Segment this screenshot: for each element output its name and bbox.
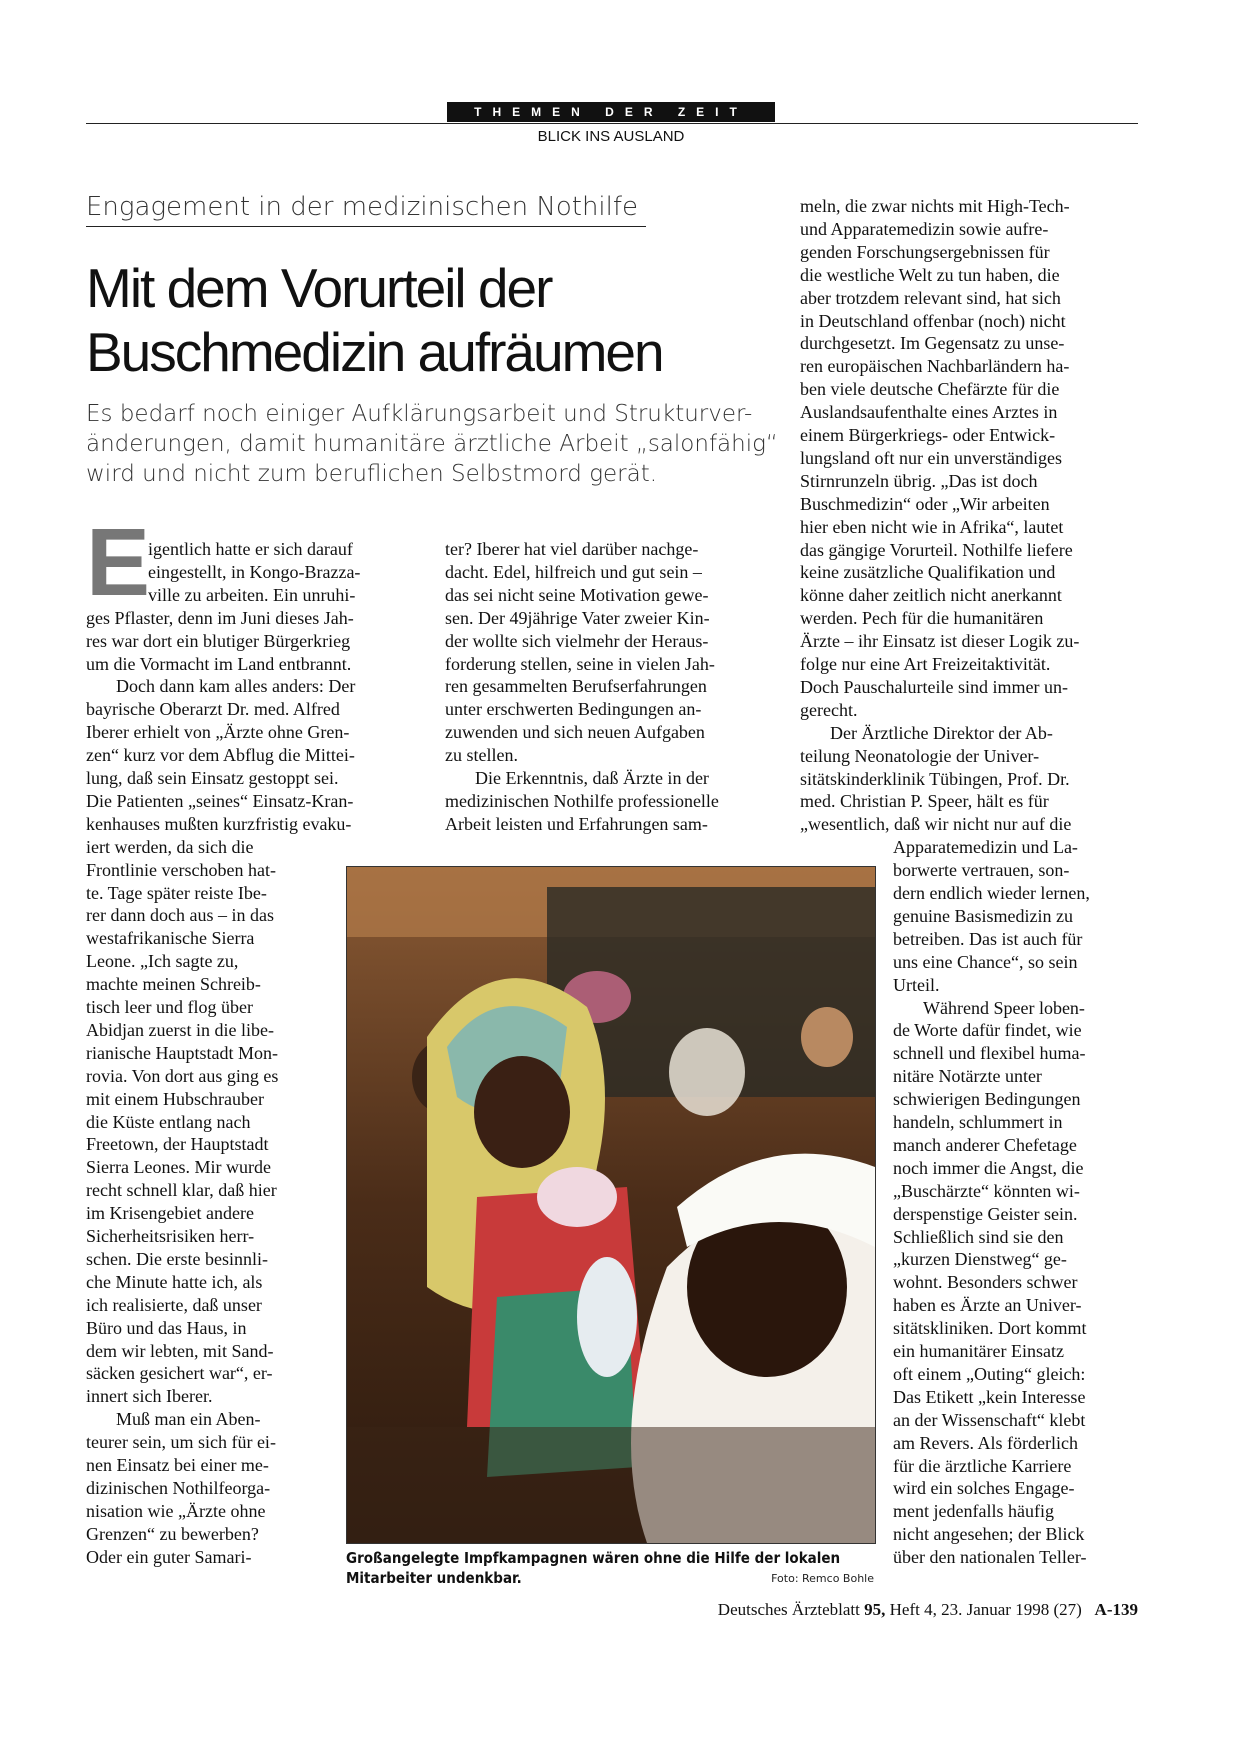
text-line: haben es Ärzte an Univer- — [893, 1295, 1082, 1316]
article-kicker: Engagement in der medizinischen Nothilfe — [86, 190, 646, 227]
text-line: säcken gesichert war“, er- — [86, 1363, 273, 1384]
text-line: ges Pflaster, denn im Juni dieses Jah- — [86, 607, 354, 628]
text-line: über den nationalen Teller- — [893, 1547, 1087, 1568]
drop-cap: E — [86, 509, 151, 616]
article-headline — [86, 256, 786, 384]
text-line: Sicherheitsrisiken herr- — [86, 1226, 255, 1246]
text-line: noch immer die Angst, die — [893, 1157, 1084, 1178]
text-line: Muß man ein Aben- — [116, 1409, 261, 1430]
text-line: Urteil. — [893, 974, 940, 995]
text-line: Ärzte – ihr Einsatz ist dieser Logik zu- — [800, 631, 1080, 652]
text-line: sen. Der 49jährige Vater zweier Kin- — [445, 607, 710, 628]
text-line: te. Tage später reiste Ibe- — [86, 882, 267, 903]
text-line: rovia. Von dort aus ging es — [86, 1065, 279, 1086]
text-line: Die Erkenntnis, daß Ärzte in der — [475, 768, 709, 788]
text-line: Die Patienten „seines“ Einsatz-Kran- — [86, 790, 354, 811]
section-label: THEMEN DER ZEIT — [447, 102, 775, 122]
text-line: iert werden, da sich die — [86, 836, 254, 857]
text-line: ment jedenfalls häufig — [893, 1501, 1054, 1522]
text-line: Während Speer loben- — [923, 997, 1085, 1018]
text-line: ein humanitärer Einsatz — [893, 1341, 1064, 1361]
photo-credit: Foto: Remco Bohle — [771, 1572, 874, 1585]
text-line: folge nur eine Art Freizeitaktivität. — [800, 654, 1051, 674]
text-line: wird ein solches Engage- — [893, 1478, 1075, 1499]
text-line: um die Vormacht im Land entbrannt. — [86, 653, 352, 674]
text-line: schwierigen Bedingungen — [893, 1089, 1081, 1110]
text-line: sitätskliniken. Dort kommt — [893, 1318, 1087, 1339]
text-line: teurer sein, um sich für ei- — [86, 1432, 276, 1453]
text-line: teilung Neonatologie der Univer- — [800, 745, 1040, 766]
text-line: Das Etikett „kein Interesse — [893, 1386, 1086, 1407]
subsection-label: BLICK INS AUSLAND — [537, 128, 685, 145]
text-line: innert sich Iberer. — [86, 1386, 213, 1407]
text-line: und Apparatemedizin sowie aufre- — [800, 218, 1049, 239]
text-line: Auslandsaufenthalte eines Arztes in — [800, 402, 1058, 423]
text-line: lung, daß sein Einsatz gestoppt sei. — [86, 768, 339, 788]
text-line: che Minute hatte ich, als — [86, 1271, 263, 1292]
text-line: medizinischen Nothilfe professionelle — [445, 790, 719, 811]
text-line: genuine Basismedizin zu — [893, 905, 1073, 926]
text-line: durchgesetzt. Im Gegensatz zu unse- — [800, 333, 1065, 354]
text-line: betreiben. Das ist auch für — [893, 928, 1083, 949]
text-line: unter erschwerten Bedingungen an- — [445, 699, 702, 720]
text-line: ville zu arbeiten. Ein unruhi- — [148, 584, 356, 605]
text-line: das sei nicht seine Motivation gewe- — [445, 584, 709, 605]
text-line: die Küste entlang nach — [86, 1111, 251, 1132]
text-line: nen Einsatz bei einer me- — [86, 1455, 269, 1475]
text-line: lungsland oft nur ein unverständiges — [800, 447, 1062, 468]
text-line: med. Christian P. Speer, hält es für — [800, 791, 1049, 812]
text-line: keine zusätzliche Qualifikation und — [800, 562, 1056, 583]
text-line: „Buschärzte“ könnten wi- — [893, 1180, 1080, 1201]
text-line: ich realisierte, daß unser — [86, 1294, 262, 1315]
article-deck — [86, 399, 806, 489]
text-line: Schließlich sind sie den — [893, 1226, 1064, 1247]
text-line: schen. Die erste besinnli- — [86, 1248, 268, 1269]
text-line: hier eben nicht wie in Afrika“, lautet — [800, 516, 1064, 537]
text-line: Buschmedizin“ oder „Wir arbeiten — [800, 493, 1050, 514]
text-line: ren europäischen Nachbarländern ha- — [800, 356, 1070, 377]
text-line: ter? Iberer hat viel darüber nachge- — [445, 539, 699, 559]
text-line: westafrikanische Sierra — [86, 928, 255, 949]
footer-issue: Heft 4, 23. Januar 1998 (27) — [889, 1600, 1082, 1619]
text-line: Stirnrunzeln übrig. „Das ist doch — [800, 470, 1038, 491]
text-line: forderung stellen, seine in vielen Jah- — [445, 653, 715, 674]
text-line: Frontlinie verschoben hat- — [86, 859, 276, 880]
text-line: dacht. Edel, hilfreich und gut sein – — [445, 561, 702, 582]
text-line: „wesentlich, daß wir nicht nur auf die — [800, 814, 1072, 835]
text-line: kenhauses mußten kurzfristig evaku- — [86, 813, 352, 834]
text-line: Leone. „Ich sagte zu, — [86, 951, 239, 972]
text-line: rer dann doch aus – in das — [86, 905, 274, 926]
text-line: zuwenden und sich neuen Aufgaben — [445, 722, 705, 743]
text-line: handeln, schlummert in — [893, 1112, 1063, 1132]
text-line: wohnt. Besonders schwer — [893, 1272, 1078, 1293]
text-line: meln, die zwar nichts mit High-Tech- — [800, 196, 1070, 216]
header-rule — [86, 123, 1138, 124]
text-line: tisch leer und flog über — [86, 997, 253, 1017]
text-line: Apparatemedizin und La- — [893, 837, 1078, 858]
text-line: einem Bürgerkriegs- oder Entwick- — [800, 425, 1056, 445]
text-line: im Krisengebiet andere — [86, 1203, 254, 1224]
text-line: rianische Hauptstadt Mon- — [86, 1042, 278, 1063]
text-line: „kurzen Dienstweg“ ge- — [893, 1249, 1067, 1270]
text-line: mit einem Hubschrauber — [86, 1088, 264, 1109]
text-line: Grenzen“ zu bewerben? — [86, 1523, 259, 1544]
text-line: Arbeit leisten und Erfahrungen sam- — [445, 813, 708, 834]
text-line: genden Forschungsergebnissen für — [800, 241, 1050, 262]
text-line: Der Ärztliche Direktor der Ab- — [830, 722, 1053, 743]
text-line: zen“ kurz vor dem Abflug die Mittei- — [86, 745, 355, 766]
footer-page-number: A-139 — [1094, 1600, 1138, 1619]
article-photo — [346, 866, 876, 1544]
text-line: Abidjan zuerst in die libe- — [86, 1019, 274, 1040]
text-line: nitäre Notärzte unter — [893, 1066, 1042, 1087]
photo-caption: Großangelegte Impfkampagnen wären ohne die Hilfe der lokalen Mitarbeiter undenkbar. — [346, 1549, 841, 1587]
text-line: sitätskinderklinik Tübingen, Prof. Dr. — [800, 768, 1070, 789]
text-line: Freetown, der Hauptstadt — [86, 1134, 269, 1155]
text-line: igentlich hatte er sich darauf — [148, 539, 353, 559]
headline-line: Buschmedizin aufräumen — [86, 321, 663, 383]
text-line: an der Wissenschaft“ klebt — [893, 1409, 1086, 1430]
text-line: borwerte vertrauen, son- — [893, 860, 1070, 881]
text-line: eingestellt, in Kongo-Brazza- — [148, 561, 361, 582]
text-line: gerecht. — [800, 699, 858, 720]
text-line: dem wir lebten, mit Sand- — [86, 1340, 274, 1361]
text-line: schnell und flexibel huma- — [893, 1043, 1086, 1064]
footer-volume: 95, — [864, 1600, 886, 1619]
footer-journal: Deutsches Ärzteblatt — [717, 1600, 860, 1619]
text-line: Doch dann kam alles anders: Der — [116, 676, 356, 697]
page-footer — [600, 1598, 1138, 1622]
text-line: für die ärztliche Karriere — [893, 1455, 1072, 1476]
text-line: zu stellen. — [445, 745, 518, 766]
text-line: das gängige Vorurteil. Nothilfe liefere — [800, 539, 1073, 560]
deck-line: Es bedarf noch einiger Aufklärungsarbeit und Strukturver- — [86, 401, 753, 427]
headline-line: Mit dem Vorurteil der — [86, 257, 552, 319]
text-line: Sierra Leones. Mir wurde — [86, 1157, 271, 1178]
text-line: könne daher zeitlich nicht anerkannt — [800, 585, 1062, 606]
text-line: bayrische Oberarzt Dr. med. Alfred — [86, 699, 340, 720]
text-line: nicht angesehen; der Blick — [893, 1524, 1085, 1545]
text-line: die westliche Welt zu tun haben, die — [800, 264, 1060, 285]
text-line: uns eine Chance“, so sein — [893, 951, 1078, 972]
text-line: am Revers. Als förderlich — [893, 1432, 1078, 1453]
text-line: derspenstige Geister sein. — [893, 1203, 1078, 1224]
text-line: manch anderer Chefetage — [893, 1134, 1077, 1155]
text-line: Doch Pauschalurteile sind immer un- — [800, 676, 1068, 697]
text-line: de Worte dafür findet, wie — [893, 1020, 1082, 1041]
text-line: Oder ein guter Samari- — [86, 1546, 252, 1567]
deck-line: änderungen, damit humanitäre ärztliche Arbeit „salonfähig“ — [86, 431, 778, 457]
text-line: oft einem „Outing“ gleich: — [893, 1363, 1086, 1384]
text-line: nisation wie „Ärzte ohne — [86, 1500, 266, 1521]
text-line: in Deutschland offenbar (noch) nicht — [800, 310, 1066, 331]
text-line: Iberer erhielt von „Ärzte ohne Gren- — [86, 722, 350, 743]
text-line: machte meinen Schreib- — [86, 974, 261, 995]
text-line: res war dort ein blutiger Bürgerkrieg — [86, 630, 351, 651]
text-line: dern endlich wieder lernen, — [893, 883, 1090, 903]
text-line: aber trotzdem relevant sind, hat sich — [800, 287, 1061, 308]
text-line: werden. Pech für die humanitären — [800, 608, 1044, 629]
vaccination-photo-illustration — [347, 867, 875, 1543]
text-line: ren gesammelten Berufserfahrungen — [445, 676, 707, 697]
text-line: Büro und das Haus, in — [86, 1317, 247, 1338]
text-line: dizinischen Nothilfeorga- — [86, 1477, 271, 1498]
text-line: ben viele deutsche Chefärzte für die — [800, 379, 1060, 400]
deck-line: wird und nicht zum beruflichen Selbstmord gerät. — [86, 461, 658, 487]
text-line: recht schnell klar, daß hier — [86, 1180, 277, 1201]
text-line: der wollte sich vielmehr der Heraus- — [445, 630, 709, 651]
